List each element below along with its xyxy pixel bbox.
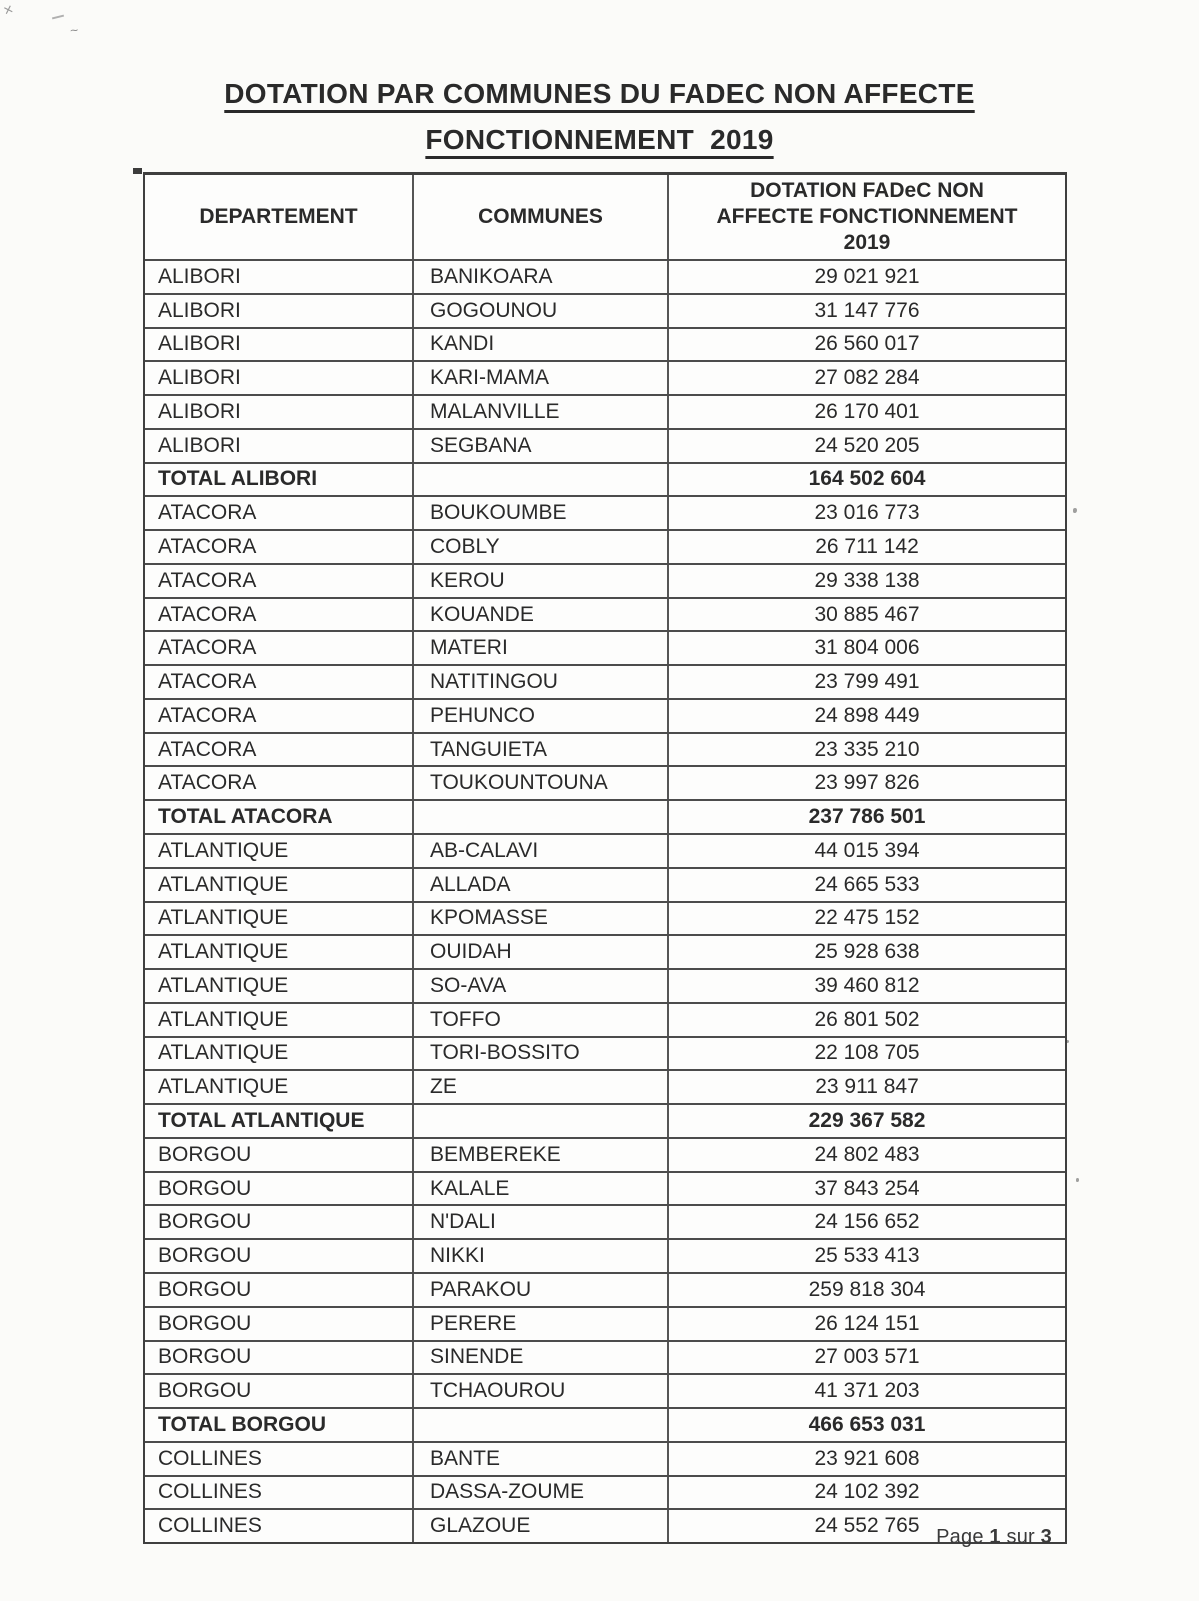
- cell-commune: TOFFO: [412, 1004, 667, 1036]
- cell-departement: COLLINES: [158, 1480, 262, 1504]
- table-row: [145, 360, 1065, 394]
- cell-commune: SINENDE: [412, 1342, 667, 1374]
- table-row: [145, 968, 1065, 1002]
- cell-commune: PERERE: [412, 1308, 667, 1340]
- footer-page-number: 1: [989, 1526, 1001, 1548]
- cell-montant: 229 367 582: [667, 1105, 1065, 1137]
- cell-departement: ALIBORI: [158, 433, 241, 457]
- document-title: [0, 80, 1199, 154]
- cell-departement: ATACORA: [158, 737, 257, 761]
- cell-departement: BORGOU: [158, 1379, 252, 1403]
- table-row: [145, 1204, 1065, 1238]
- cell-departement: ALIBORI: [158, 264, 241, 288]
- cell-montant: 237 786 501: [667, 801, 1065, 833]
- cell-departement: ALIBORI: [158, 332, 241, 356]
- cell-commune: PEHUNCO: [412, 700, 667, 732]
- table-row: [145, 529, 1065, 563]
- cell-commune: ALLADA: [412, 869, 667, 901]
- cell-departement: BORGOU: [158, 1176, 252, 1200]
- cell-commune: MATERI: [412, 632, 667, 664]
- table-row: [145, 1002, 1065, 1036]
- cell-commune: COBLY: [412, 531, 667, 563]
- cell-commune: AB-CALAVI: [412, 835, 667, 867]
- cell-montant: 23 997 826: [667, 767, 1065, 799]
- cell-montant: 26 711 142: [667, 531, 1065, 563]
- cell-montant: 26 124 151: [667, 1308, 1065, 1340]
- table-body: [145, 259, 1065, 1542]
- cell-montant: 24 802 483: [667, 1139, 1065, 1171]
- cell-montant: 29 021 921: [667, 261, 1065, 293]
- table-row: [145, 1508, 1065, 1542]
- cell-departement: BORGOU: [158, 1311, 252, 1335]
- table-row: [145, 428, 1065, 462]
- cell-montant: 29 338 138: [667, 565, 1065, 597]
- cell-departement: ATACORA: [158, 771, 257, 795]
- document-title-line-1: DOTATION PAR COMMUNES DU FADEC NON AFFECTE: [224, 78, 975, 109]
- cell-montant: 22 108 705: [667, 1038, 1065, 1070]
- table-row: [145, 1272, 1065, 1306]
- table-row: [145, 293, 1065, 327]
- table-row: [145, 934, 1065, 968]
- header-communes: COMMUNES: [412, 175, 667, 259]
- cell-montant: 466 653 031: [667, 1409, 1065, 1441]
- table-total-row: [145, 799, 1065, 833]
- table-total-row: [145, 1103, 1065, 1137]
- cell-montant: 23 799 491: [667, 666, 1065, 698]
- cell-commune: MALANVILLE: [412, 396, 667, 428]
- cell-montant: 23 335 210: [667, 734, 1065, 766]
- cell-montant: 26 801 502: [667, 1004, 1065, 1036]
- table-header-row: [145, 175, 1065, 259]
- footer-page-total: 3: [1040, 1526, 1052, 1548]
- cell-montant: 23 016 773: [667, 497, 1065, 529]
- table-row: [145, 259, 1065, 293]
- cell-montant: 41 371 203: [667, 1375, 1065, 1407]
- table-row: [145, 732, 1065, 766]
- table-row: [145, 901, 1065, 935]
- table-row: [145, 833, 1065, 867]
- cell-departement: ATLANTIQUE: [158, 1041, 289, 1065]
- table-row: [145, 495, 1065, 529]
- table-row: [145, 698, 1065, 732]
- cell-commune: BANIKOARA: [412, 261, 667, 293]
- cell-commune: GLAZOUE: [412, 1510, 667, 1542]
- cell-departement: BORGOU: [158, 1142, 252, 1166]
- cell-departement: BORGOU: [158, 1244, 252, 1268]
- cell-commune: TOUKOUNTOUNA: [412, 767, 667, 799]
- table-row: [145, 1137, 1065, 1171]
- cell-departement: ALIBORI: [158, 298, 241, 322]
- cell-commune: SEGBANA: [412, 430, 667, 462]
- table-row: [145, 1475, 1065, 1509]
- cell-montant: 259 818 304: [667, 1274, 1065, 1306]
- table-row: [145, 630, 1065, 664]
- table-row: [145, 1306, 1065, 1340]
- cell-commune: KEROU: [412, 565, 667, 597]
- cell-departement: ATLANTIQUE: [158, 973, 289, 997]
- cell-departement: COLLINES: [158, 1514, 262, 1538]
- cell-departement: COLLINES: [158, 1446, 262, 1470]
- header-departement: DEPARTEMENT: [199, 205, 358, 228]
- cell-departement: ALIBORI: [158, 399, 241, 423]
- cell-montant: 25 533 413: [667, 1240, 1065, 1272]
- scan-speck: [1076, 1178, 1079, 1182]
- cell-departement: ATACORA: [158, 703, 257, 727]
- table-row: [145, 1069, 1065, 1103]
- scan-pencil-squiggle: ~: [68, 21, 80, 39]
- cell-montant: 39 460 812: [667, 970, 1065, 1002]
- cell-commune: KPOMASSE: [412, 903, 667, 935]
- cell-departement: ATLANTIQUE: [158, 1007, 289, 1031]
- cell-commune: NIKKI: [412, 1240, 667, 1272]
- table-row: [145, 765, 1065, 799]
- cell-commune: PARAKOU: [412, 1274, 667, 1306]
- table-row: [145, 563, 1065, 597]
- cell-montant: 24 552 765: [667, 1510, 1065, 1542]
- cell-commune: BANTE: [412, 1443, 667, 1475]
- table-row: [145, 1171, 1065, 1205]
- cell-commune: TANGUIETA: [412, 734, 667, 766]
- cell-departement: ATLANTIQUE: [158, 872, 289, 896]
- cell-montant: 26 170 401: [667, 396, 1065, 428]
- table-row: [145, 1238, 1065, 1272]
- cell-departement: ALIBORI: [158, 366, 241, 390]
- cell-departement: ATLANTIQUE: [158, 906, 289, 930]
- cell-departement: TOTAL ATACORA: [158, 805, 333, 829]
- cell-departement: ATACORA: [158, 636, 257, 660]
- table-row: [145, 597, 1065, 631]
- scan-pencil-mark: ×: [1, 0, 16, 21]
- cell-commune: TCHAOUROU: [412, 1375, 667, 1407]
- cell-commune: SO-AVA: [412, 970, 667, 1002]
- cell-commune: KANDI: [412, 329, 667, 361]
- cell-montant: 24 520 205: [667, 430, 1065, 462]
- table-total-row: [145, 462, 1065, 496]
- footer-page-prefix: Page: [936, 1526, 984, 1548]
- table-total-row: [145, 1407, 1065, 1441]
- cell-departement: TOTAL ALIBORI: [158, 467, 318, 491]
- cell-departement: ATLANTIQUE: [158, 838, 289, 862]
- cell-departement: ATLANTIQUE: [158, 940, 289, 964]
- cell-montant: 31 804 006: [667, 632, 1065, 664]
- cell-montant: 24 665 533: [667, 869, 1065, 901]
- footer-page-middle: sur: [1006, 1526, 1035, 1548]
- dotation-table: [143, 172, 1067, 1544]
- table-row: [145, 327, 1065, 361]
- cell-commune: [412, 464, 667, 496]
- cell-departement: ATACORA: [158, 535, 257, 558]
- cell-montant: 31 147 776: [667, 295, 1065, 327]
- scan-pencil-dash: [52, 15, 64, 20]
- scan-speck: [1073, 508, 1077, 513]
- cell-montant: 24 156 652: [667, 1206, 1065, 1238]
- header-dotation: [667, 175, 1065, 259]
- cell-departement: ATACORA: [158, 568, 257, 592]
- cell-commune: GOGOUNOU: [412, 295, 667, 327]
- cell-commune: BOUKOUMBE: [412, 497, 667, 529]
- table-row: [145, 1441, 1065, 1475]
- cell-departement: TOTAL ATLANTIQUE: [158, 1109, 365, 1133]
- cell-commune: [412, 1105, 667, 1137]
- cell-commune: ZE: [412, 1071, 667, 1103]
- table-row: [145, 664, 1065, 698]
- cell-commune: KOUANDE: [412, 599, 667, 631]
- cell-commune: KARI-MAMA: [412, 362, 667, 394]
- table-row: [145, 1036, 1065, 1070]
- cell-montant: 24 102 392: [667, 1477, 1065, 1509]
- cell-montant: 37 843 254: [667, 1173, 1065, 1205]
- cell-montant: 164 502 604: [667, 464, 1065, 496]
- cell-commune: TORI-BOSSITO: [412, 1038, 667, 1070]
- cell-montant: 22 475 152: [667, 903, 1065, 935]
- cell-montant: 26 560 017: [667, 329, 1065, 361]
- cell-montant: 44 015 394: [667, 835, 1065, 867]
- cell-commune: NATITINGOU: [412, 666, 667, 698]
- cell-departement: ATACORA: [158, 670, 257, 694]
- cell-commune: KALALE: [412, 1173, 667, 1205]
- cell-departement: BORGOU: [158, 1277, 252, 1301]
- table-row: [145, 394, 1065, 428]
- cell-montant: 27 003 571: [667, 1342, 1065, 1374]
- cell-commune: DASSA-ZOUME: [412, 1477, 667, 1509]
- cell-commune: N'DALI: [412, 1206, 667, 1238]
- cell-commune: [412, 1409, 667, 1441]
- cell-montant: 30 885 467: [667, 599, 1065, 631]
- cell-commune: [412, 801, 667, 833]
- table-row: [145, 1340, 1065, 1374]
- table-row: [145, 1373, 1065, 1407]
- cell-montant: 27 082 284: [667, 362, 1065, 394]
- page-footer: [936, 1526, 1052, 1549]
- table-row: [145, 867, 1065, 901]
- cell-montant: 24 898 449: [667, 700, 1065, 732]
- cell-montant: 23 921 608: [667, 1443, 1065, 1475]
- cell-departement: BORGOU: [158, 1345, 252, 1369]
- cell-departement: BORGOU: [158, 1210, 252, 1234]
- cell-montant: 25 928 638: [667, 936, 1065, 968]
- document-title-line-2: FONCTIONNEMENT 2019: [425, 124, 774, 155]
- cell-commune: OUIDAH: [412, 936, 667, 968]
- cell-commune: BEMBEREKE: [412, 1139, 667, 1171]
- cell-departement: ATACORA: [158, 501, 257, 525]
- header-dotation-label: DOTATION FADeC NON AFFECTE FONCTIONNEMENT 2019: [716, 178, 1018, 255]
- cell-montant: 23 911 847: [667, 1071, 1065, 1103]
- cell-departement: ATLANTIQUE: [158, 1075, 289, 1099]
- scan-ink-blob: [133, 168, 142, 174]
- cell-departement: TOTAL BORGOU: [158, 1412, 326, 1436]
- cell-departement: ATACORA: [158, 602, 257, 626]
